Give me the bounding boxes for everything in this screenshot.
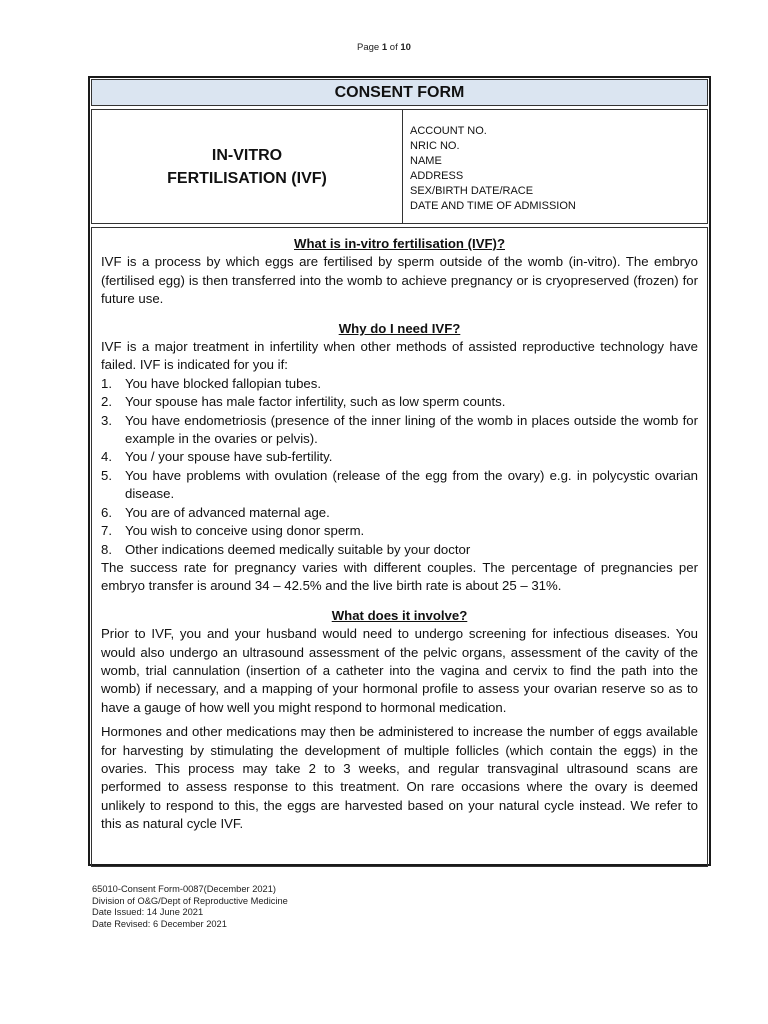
page-of: of: [389, 42, 398, 53]
page-total: 10: [400, 42, 411, 53]
footer-division: Division of O&G/Dept of Reproductive Medicine: [92, 895, 288, 906]
field-admission-datetime: DATE AND TIME OF ADMISSION: [410, 200, 576, 212]
list-item-number: 7.: [101, 523, 112, 539]
success-rate-text: The success rate for pregnancy varies with different couples. The percentage of pregnancies per embryo transfer is around 34 – 42.5% and the live birth rate is about 25 – 31%.: [101, 559, 698, 594]
heading-what-is-ivf: What is in-vitro fertilisation (IVF)?: [294, 236, 505, 251]
field-name: NAME: [410, 155, 442, 167]
list-item: [101, 522, 698, 540]
heading-what-involves: What does it involve?: [331, 607, 468, 623]
field-sex-birth-race: SEX/BIRTH DATE/RACE: [410, 185, 534, 197]
procedure-title-line1: IN-VITRO: [211, 146, 283, 164]
list-item-number: 1.: [101, 375, 112, 391]
list-item-number: 8.: [101, 541, 112, 557]
indications-list: [101, 375, 698, 559]
list-item-number: 4.: [101, 449, 112, 465]
list-item-number: 6.: [101, 504, 112, 520]
list-item-text: You are of advanced maternal age.: [125, 504, 330, 520]
field-nric-no: NRIC NO.: [410, 140, 460, 152]
field-account-no: ACCOUNT NO.: [410, 125, 487, 137]
list-item: [101, 375, 698, 393]
list-item: [101, 393, 698, 411]
list-item-number: 3.: [101, 412, 112, 428]
list-item: [101, 412, 698, 449]
procedure-title: [92, 110, 403, 223]
list-item-number: 2.: [101, 394, 112, 410]
form-content: [91, 227, 708, 867]
list-item: [101, 448, 698, 466]
footer-date-issued: Date Issued: 14 June 2021: [92, 907, 204, 917]
document-footer: [92, 884, 288, 930]
field-address: ADDRESS: [410, 170, 464, 182]
involve-para-1: Prior to IVF, you and your husband would need to undergo screening for infectious diseases. You would also undergo an ultrasound assessment of the pelvic organs, assessment of the cavity of the womb, trial cannulation (insertion of a catheter into the vagina and cervix to find the path into the womb) if necessary, and a mapping of your hormonal profile to assess your ovarian reserve so as to have a gauge of how well you might respond to hormonal medication.: [101, 626, 698, 715]
page-number: [0, 42, 768, 53]
list-item: [101, 504, 698, 522]
list-item-number: 5.: [101, 467, 112, 483]
list-item-text: You have endometriosis (presence of the inner lining of the womb in places outside the womb for example in the ovaries or pelvis).: [125, 412, 698, 447]
list-item-text: You have problems with ovulation (release of the egg from the ovary) e.g. in polycystic ovarian disease.: [125, 467, 698, 502]
list-item-text: Your spouse has male factor infertility, such as low sperm counts.: [125, 394, 506, 410]
form-header: [91, 109, 708, 224]
list-item-text: Other indications deemed medically suitable by your doctor: [125, 541, 471, 557]
involve-para-2: Hormones and other medications may then be administered to increase the number of eggs available for harvesting by stimulating the development of multiple follicles (which contain the eggs) in the ovaries. This process may take 2 to 3 weeks, and regular transvaginal ultrasound scans are performed to assess response to this treatment. On rare occasions where the ovary is deemed unlikely to respond to this, the eggs are harvested based on your natural cycle instead. We refer to this as natural cycle IVF.: [101, 724, 698, 832]
list-item-text: You wish to conceive using donor sperm.: [125, 523, 365, 539]
heading-why-ivf: Why do I need IVF?: [338, 320, 461, 336]
list-item-text: You / your spouse have sub-fertility.: [125, 449, 333, 465]
why-ivf-intro: IVF is a major treatment in infertility when other methods of assisted reproductive technology have failed. IVF is indicated for you if:: [101, 339, 698, 373]
page-current: 1: [381, 42, 388, 53]
list-item: [101, 541, 698, 559]
form-title: CONSENT FORM: [91, 79, 708, 106]
what-is-ivf-text: IVF is a process by which eggs are fertilised by sperm outside of the womb (in-vitro). The embryo (fertilised egg) is then transferred into the womb to achieve pregnancy or is cryopreserved (frozen) for future use.: [101, 254, 698, 307]
footer-date-revised: Date Revised: 6 December 2021: [92, 918, 227, 929]
list-item: [101, 467, 698, 504]
procedure-title-line2: FERTILISATION (IVF): [167, 169, 327, 187]
list-item-text: You have blocked fallopian tubes.: [125, 375, 322, 391]
patient-details: [403, 110, 707, 223]
footer-form-id: 65010-Consent Form-0087(December 2021): [92, 884, 276, 894]
page-prefix: Page: [357, 42, 380, 53]
form-frame: [88, 76, 711, 866]
